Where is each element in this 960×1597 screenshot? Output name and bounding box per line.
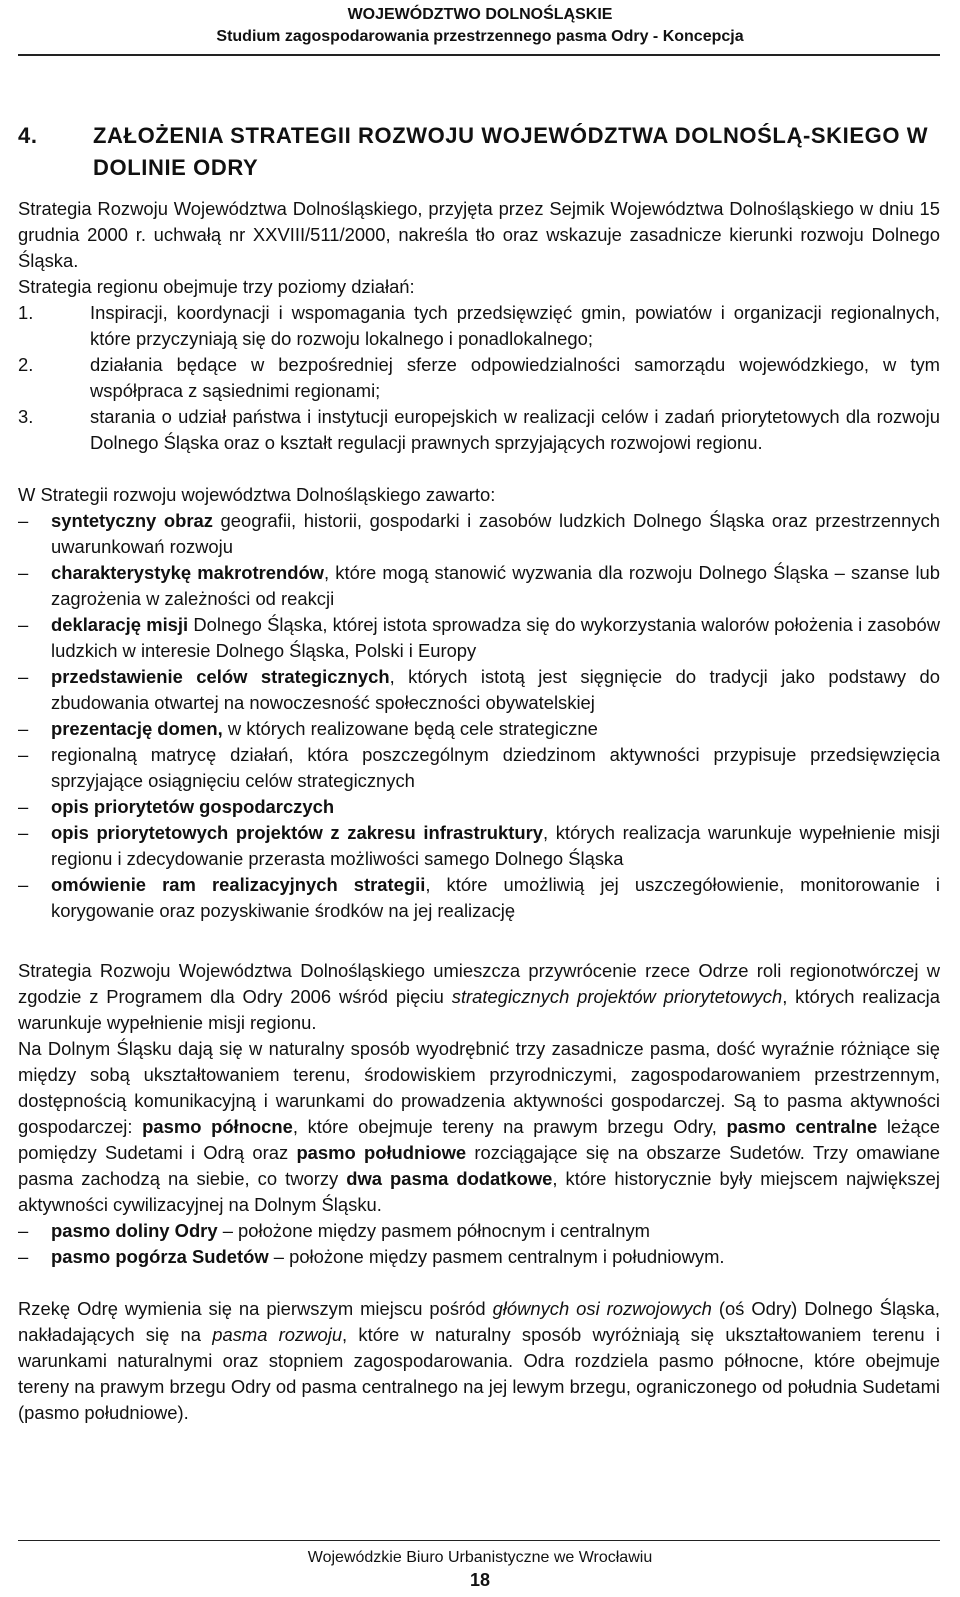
- item-bold: opis priorytetów gospodarczych: [51, 796, 335, 817]
- list-text: starania o udział państwa i instytucji europejskich w realizacji celów i zadań priorytetowych dla rozwoju Dolnego Śląska oraz o kształt regulacji prawnych sprzyjających rozwojowi regionu.: [90, 406, 940, 453]
- list-number: 2.: [18, 354, 34, 375]
- list-item: [18, 794, 940, 820]
- list-item: [18, 820, 940, 872]
- footer-divider: [18, 1540, 940, 1541]
- extra-zones-list: [18, 1218, 940, 1270]
- page-content: [18, 120, 940, 1426]
- dash-bullet: –: [18, 822, 29, 843]
- list-item: [18, 1244, 940, 1270]
- item-text: w których realizowane będą cele strategiczne: [222, 718, 598, 739]
- item-bold: prezentację domen,: [51, 718, 223, 739]
- list-text: Inspiracji, koordynacji i wspomagania tych przedsięwzięć gmin, powiatów i organizacji regionalnych, które przyczyniają się do rozwoju lokalnego i ponadlokalnego;: [90, 302, 940, 349]
- odra-role-paragraph: Strategia Rozwoju Województwa Dolnośląskiego umieszcza przywrócenie rzece Odrze roli regionotwórczej w zgodzie z Programem dla Odry 2006 wśród pięciu strategicznych projektów priorytetowych, których realizacja warunkuje wypełnienie misji regionu.: [18, 960, 940, 1033]
- list-item: [18, 664, 940, 716]
- item-bold: opis priorytetowych projektów z zakresu infrastruktury: [51, 822, 543, 843]
- item-text: , które mogą stanowić wyzwania dla rozwoju Dolnego Śląska – szanse lub zagrożenia w zależności od reakcji: [51, 562, 940, 609]
- item-bold: syntetyczny obraz: [51, 510, 213, 531]
- contents-lead: W Strategii rozwoju województwa Dolnośląskiego zawarto:: [18, 484, 496, 505]
- header-document-title: Studium zagospodarowania przestrzennego pasma Odry - Koncepcja: [216, 28, 744, 45]
- list-text: działania będące w bezpośredniej sferze odpowiedzialności samorządu wojewódzkiego, w tym współpraca z sąsiednimi regionami;: [90, 354, 940, 401]
- levels-list: [18, 300, 940, 456]
- item-text: – położone między pasmem północnym i centralnym: [217, 1220, 650, 1241]
- page-header: [0, 4, 960, 48]
- dash-bullet: –: [18, 744, 29, 765]
- dash-bullet: –: [18, 874, 29, 895]
- list-item: [18, 508, 940, 560]
- item-bold: deklarację misji: [51, 614, 189, 635]
- list-item: [18, 742, 940, 794]
- list-item: [18, 404, 940, 456]
- header-divider: [18, 54, 940, 56]
- list-item: [18, 716, 940, 742]
- footer-office: Wojewódzkie Biuro Urbanistyczne we Wrocławiu: [307, 1549, 653, 1566]
- item-text: , których realizacja warunkuje wypełnienie misji regionu i zdecydowanie przerasta możliwości samego Dolnego Śląska: [51, 822, 940, 869]
- item-bold: charakterystykę makrotrendów: [51, 562, 324, 583]
- dash-bullet: –: [18, 1220, 29, 1241]
- section-number: 4.: [18, 123, 38, 148]
- section-heading: [18, 120, 940, 184]
- dash-bullet: –: [18, 510, 29, 531]
- item-text: , których istotą jest sięgnięcie do tradycji jako podstawy do zbudowania otwartej na nowoczesność społeczności obywatelskiej: [51, 666, 940, 713]
- item-text: geografii, historii, gospodarki i zasobów ludzkich Dolnego Śląska oraz przestrzennych uwarunkowań rozwoju: [51, 510, 941, 557]
- item-text: – położone między pasmem centralnym i południowym.: [268, 1246, 725, 1267]
- item-bold: przedstawienie celów strategicznych: [51, 666, 390, 687]
- intro-paragraph: Strategia Rozwoju Województwa Dolnośląskiego, przyjęta przez Sejmik Województwa Dolnośląskiego w dniu 15 grudnia 2000 r. uchwałą nr XXVIII/511/2000, nakreśla tło oraz wskazuje zasadnicze kierunki rozwoju Dolnego Śląska.: [18, 198, 940, 271]
- list-item: [18, 1218, 940, 1244]
- axes-paragraph: Rzekę Odrę wymienia się na pierwszym miejscu pośród głównych osi rozwojowych (oś Odry) Dolnego Śląska, nakładających się na pasma rozwoju, które w naturalny sposób wyróżniają się ukształtowaniem terenu i warunkami naturalnymi oraz stopniem zagospodarowania. Odra rozdziela pasmo północne, które obejmuje tereny na prawym brzegu Odry od pasma centralnego na jej lewym brzegu, ograniczonego od południa Sudetami (pasmo południowe).: [18, 1298, 940, 1423]
- item-bold: pasmo pogórza Sudetów: [51, 1246, 269, 1267]
- dash-bullet: –: [18, 614, 29, 635]
- section-title: ZAŁOŻENIA STRATEGII ROZWOJU WOJEWÓDZTWA DOLNOŚLĄ-SKIEGO W DOLINIE ODRY: [93, 123, 929, 180]
- list-item: [18, 560, 940, 612]
- list-number: 1.: [18, 302, 34, 323]
- list-item: [18, 612, 940, 664]
- levels-lead: Strategia regionu obejmuje trzy poziomy działań:: [18, 276, 415, 297]
- item-text: , które umożliwią jej uszczegółowienie, monitorowanie i korygowanie oraz pozyskiwanie środków na jej realizację: [51, 874, 940, 921]
- header-region: WOJEWÓDZTWO DOLNOŚLĄSKIE: [347, 6, 613, 23]
- zones-paragraph: Na Dolnym Śląsku dają się w naturalny sposób wyodrębnić trzy zasadnicze pasma, dość wyraźnie różniące się między sobą ukształtowaniem terenu, środowiskiem przyrodniczymi, zagospodarowaniem przestrzennym, dostępnością komunikacyjną i warunkami do prowadzenia aktywności gospodarczej. Są to pasma aktywności gospodarczej: pasmo północne, które obejmuje tereny na prawym brzegu Odry, pasmo centralne leżące pomiędzy Sudetami i Odrą oraz pasmo południowe rozciągające się na obszarze Sudetów. Trzy omawiane pasma zachodzą na siebie, co tworzy dwa pasma dodatkowe, które historycznie były miejscem największej aktywności cywilizacyjnej na Dolnym Śląsku.: [18, 1038, 940, 1215]
- item-bold: omówienie ram realizacyjnych strategii: [51, 874, 426, 895]
- page-number: 18: [469, 1570, 491, 1590]
- dash-bullet: –: [18, 796, 29, 817]
- list-item: [18, 872, 940, 924]
- contents-list: [18, 508, 940, 924]
- list-item: [18, 352, 940, 404]
- page-footer: [0, 1547, 960, 1591]
- item-bold: pasmo doliny Odry: [51, 1220, 218, 1241]
- list-number: 3.: [18, 406, 34, 427]
- list-item: [18, 300, 940, 352]
- item-text: regionalną matrycę działań, która poszczególnym dziedzinom aktywności przypisuje przedsięwzięcia sprzyjające osiągnięciu celów strategicznych: [51, 744, 940, 791]
- dash-bullet: –: [18, 666, 29, 687]
- dash-bullet: –: [18, 562, 29, 583]
- dash-bullet: –: [18, 1246, 29, 1267]
- dash-bullet: –: [18, 718, 29, 739]
- item-text: Dolnego Śląska, której istota sprowadza się do wykorzystania walorów położenia i zasobów ludzkich w interesie Dolnego Śląska, Polski i Europy: [51, 614, 941, 661]
